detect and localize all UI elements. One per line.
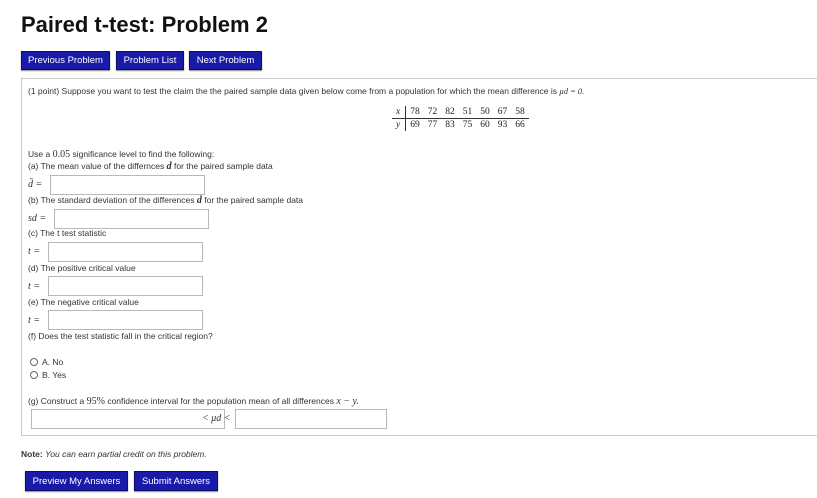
table-cell: 69: [410, 120, 420, 130]
option-yes-label: B. Yes: [42, 370, 67, 380]
part-g-text: [28, 396, 359, 407]
part-g-pre: (g) Construct a: [28, 396, 85, 406]
table-cell: 77: [427, 120, 438, 130]
part-e-label: t =: [28, 315, 41, 326]
option-yes-radio[interactable]: [30, 371, 38, 379]
negative-critical-input[interactable]: [48, 310, 203, 330]
note-text: You can earn partial credit on this problem.: [45, 449, 207, 459]
sig-post: significance level to find the following:: [72, 149, 215, 159]
part-b-lead: (b) The standard deviation of the differences: [28, 195, 195, 205]
sig-pre: Use a: [28, 149, 51, 159]
intro-math: μd = 0.: [559, 86, 585, 96]
part-b-text: [28, 195, 303, 206]
table-cell: 75: [462, 120, 473, 130]
part-b-var: d: [196, 195, 202, 206]
part-a-label: d̄ =: [28, 179, 43, 190]
note-label: Note:: [21, 449, 43, 459]
table-row-x: [392, 106, 529, 119]
part-a-var: d: [166, 161, 172, 172]
ci-lower-input[interactable]: [31, 409, 225, 429]
part-c-label: t =: [28, 246, 41, 257]
significance-line: [28, 149, 214, 160]
problem-panel: [21, 78, 817, 436]
page-title: Paired t-test: Problem 2: [21, 12, 268, 37]
part-f-text: (f) Does the test statistic fall in the critical region?: [28, 331, 213, 341]
part-d-label: t =: [28, 281, 41, 292]
mean-difference-input[interactable]: [50, 175, 205, 195]
t-statistic-input[interactable]: [48, 242, 203, 262]
table-cell: 60: [480, 120, 490, 130]
part-g-math: x − y.: [336, 396, 359, 407]
preview-answers-button[interactable]: Preview My Answers: [25, 471, 128, 491]
table-cell: 78: [406, 106, 424, 119]
table-cell: 50: [476, 106, 494, 119]
table-label-y: y: [392, 119, 406, 132]
table-cell: 72: [424, 106, 442, 119]
part-a-lead: (a) The mean value of the differnces: [28, 161, 165, 171]
part-d-text: (d) The positive critical value: [28, 263, 136, 273]
table-cell: 51: [459, 106, 477, 119]
std-deviation-input[interactable]: [54, 209, 209, 229]
paired-data-table: [392, 106, 529, 131]
submit-answers-button[interactable]: Submit Answers: [134, 471, 218, 491]
intro-text: (1 point) Suppose you want to test the claim the the paired sample data given below come from a population for which the mean difference is: [28, 86, 558, 96]
part-e-text: (e) The negative critical value: [28, 297, 139, 307]
positive-critical-input[interactable]: [48, 276, 203, 296]
table-cell: 93: [497, 120, 508, 130]
table-label-x: x: [392, 106, 406, 119]
part-g-pct: 95%: [86, 396, 105, 407]
previous-problem-button[interactable]: Previous Problem: [21, 51, 110, 70]
problem-intro: [28, 86, 584, 96]
option-no-label: A. No: [42, 357, 64, 367]
part-g-mid: confidence interval for the population mean of all differences: [107, 396, 334, 406]
part-a-text: [28, 161, 273, 172]
part-c-text: (c) The t test statistic: [28, 228, 107, 238]
option-no-radio[interactable]: [30, 358, 38, 366]
part-b-label: sd =: [28, 213, 47, 224]
ci-inequality: < μd <: [202, 413, 231, 424]
part-b-post: for the paired sample data: [204, 195, 304, 205]
ci-upper-input[interactable]: [235, 409, 387, 429]
next-problem-button[interactable]: Next Problem: [189, 51, 262, 70]
problem-list-button[interactable]: Problem List: [116, 51, 184, 70]
table-row-y: [392, 119, 529, 132]
table-cell: 82: [441, 106, 459, 119]
part-a-post: for the paired sample data: [174, 161, 273, 171]
sig-value: 0.05: [52, 149, 71, 160]
table-cell: 67: [494, 106, 512, 119]
note: [21, 449, 207, 459]
table-cell: 83: [445, 120, 455, 130]
table-cell: 58: [511, 106, 529, 119]
table-cell: 66: [515, 120, 525, 130]
